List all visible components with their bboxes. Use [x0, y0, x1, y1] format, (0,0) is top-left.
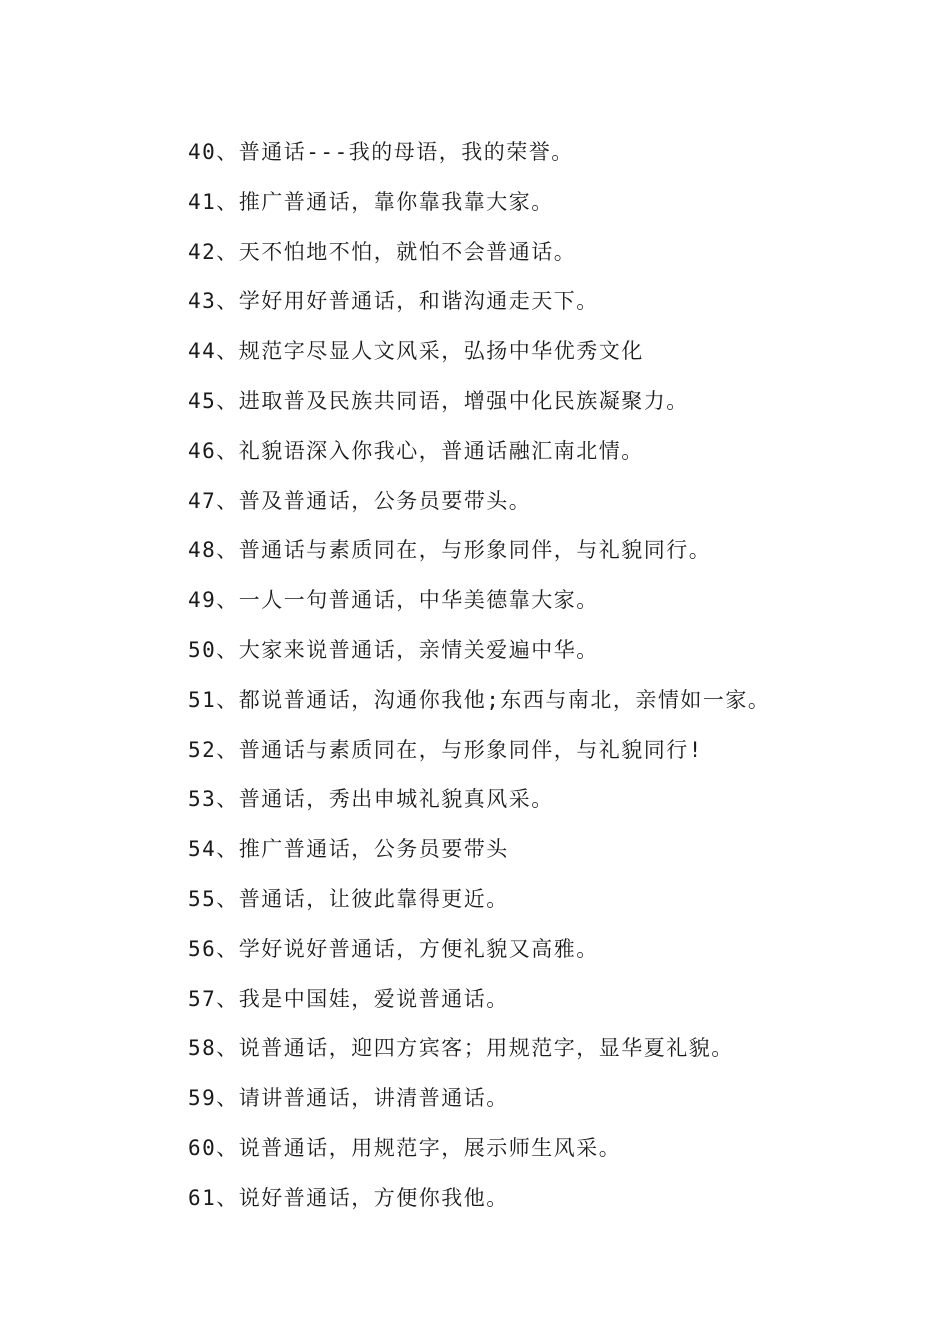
list-item: 52、普通话与素质同在，与形象同伴，与礼貌同行! — [188, 737, 703, 762]
list-item: 55、普通话，让彼此靠得更近。 — [188, 886, 509, 911]
list-item: 56、学好说好普通话，方便礼貌又高雅。 — [188, 936, 599, 961]
list-item: 48、普通话与素质同在，与形象同伴，与礼貌同行。 — [188, 538, 712, 563]
list-item: 45、进取普及民族共同语，增强中化民族凝聚力。 — [188, 388, 689, 413]
list-item: 41、推广普通话，靠你靠我靠大家。 — [188, 189, 554, 214]
list-item: 53、普通话，秀出申城礼貌真风采。 — [188, 787, 554, 812]
list-item: 46、礼貌语深入你我心，普通话融汇南北情。 — [188, 438, 644, 463]
list-item: 40、普通话---我的母语，我的荣誉。 — [188, 140, 574, 164]
list-item: 44、规范字尽显人文风采，弘扬中华优秀文化 — [188, 339, 644, 364]
list-item: 47、普及普通话，公务员要带头。 — [188, 488, 532, 513]
list-item: 60、说普通话，用规范字，展示师生风采。 — [188, 1135, 622, 1160]
list-item: 51、都说普通话，沟通你我他;东西与南北，亲情如一家。 — [188, 687, 771, 712]
list-item: 49、一人一句普通话，中华美德靠大家。 — [188, 588, 599, 613]
list-item: 57、我是中国娃，爱说普通话。 — [188, 986, 509, 1011]
list-item: 58、说普通话，迎四方宾客；用规范字，显华夏礼貌。 — [188, 1036, 734, 1061]
list-item: 50、大家来说普通话，亲情关爱遍中华。 — [188, 637, 599, 662]
list-item: 43、学好用好普通话，和谐沟通走天下。 — [188, 289, 599, 314]
list-item: 59、请讲普通话，讲清普通话。 — [188, 1086, 509, 1111]
list-item: 42、天不怕地不怕，就怕不会普通话。 — [188, 239, 577, 264]
list-item: 54、推广普通话，公务员要带头 — [188, 837, 509, 862]
list-item: 61、说好普通话，方便你我他。 — [188, 1185, 509, 1210]
slogan-list — [188, 135, 770, 1231]
